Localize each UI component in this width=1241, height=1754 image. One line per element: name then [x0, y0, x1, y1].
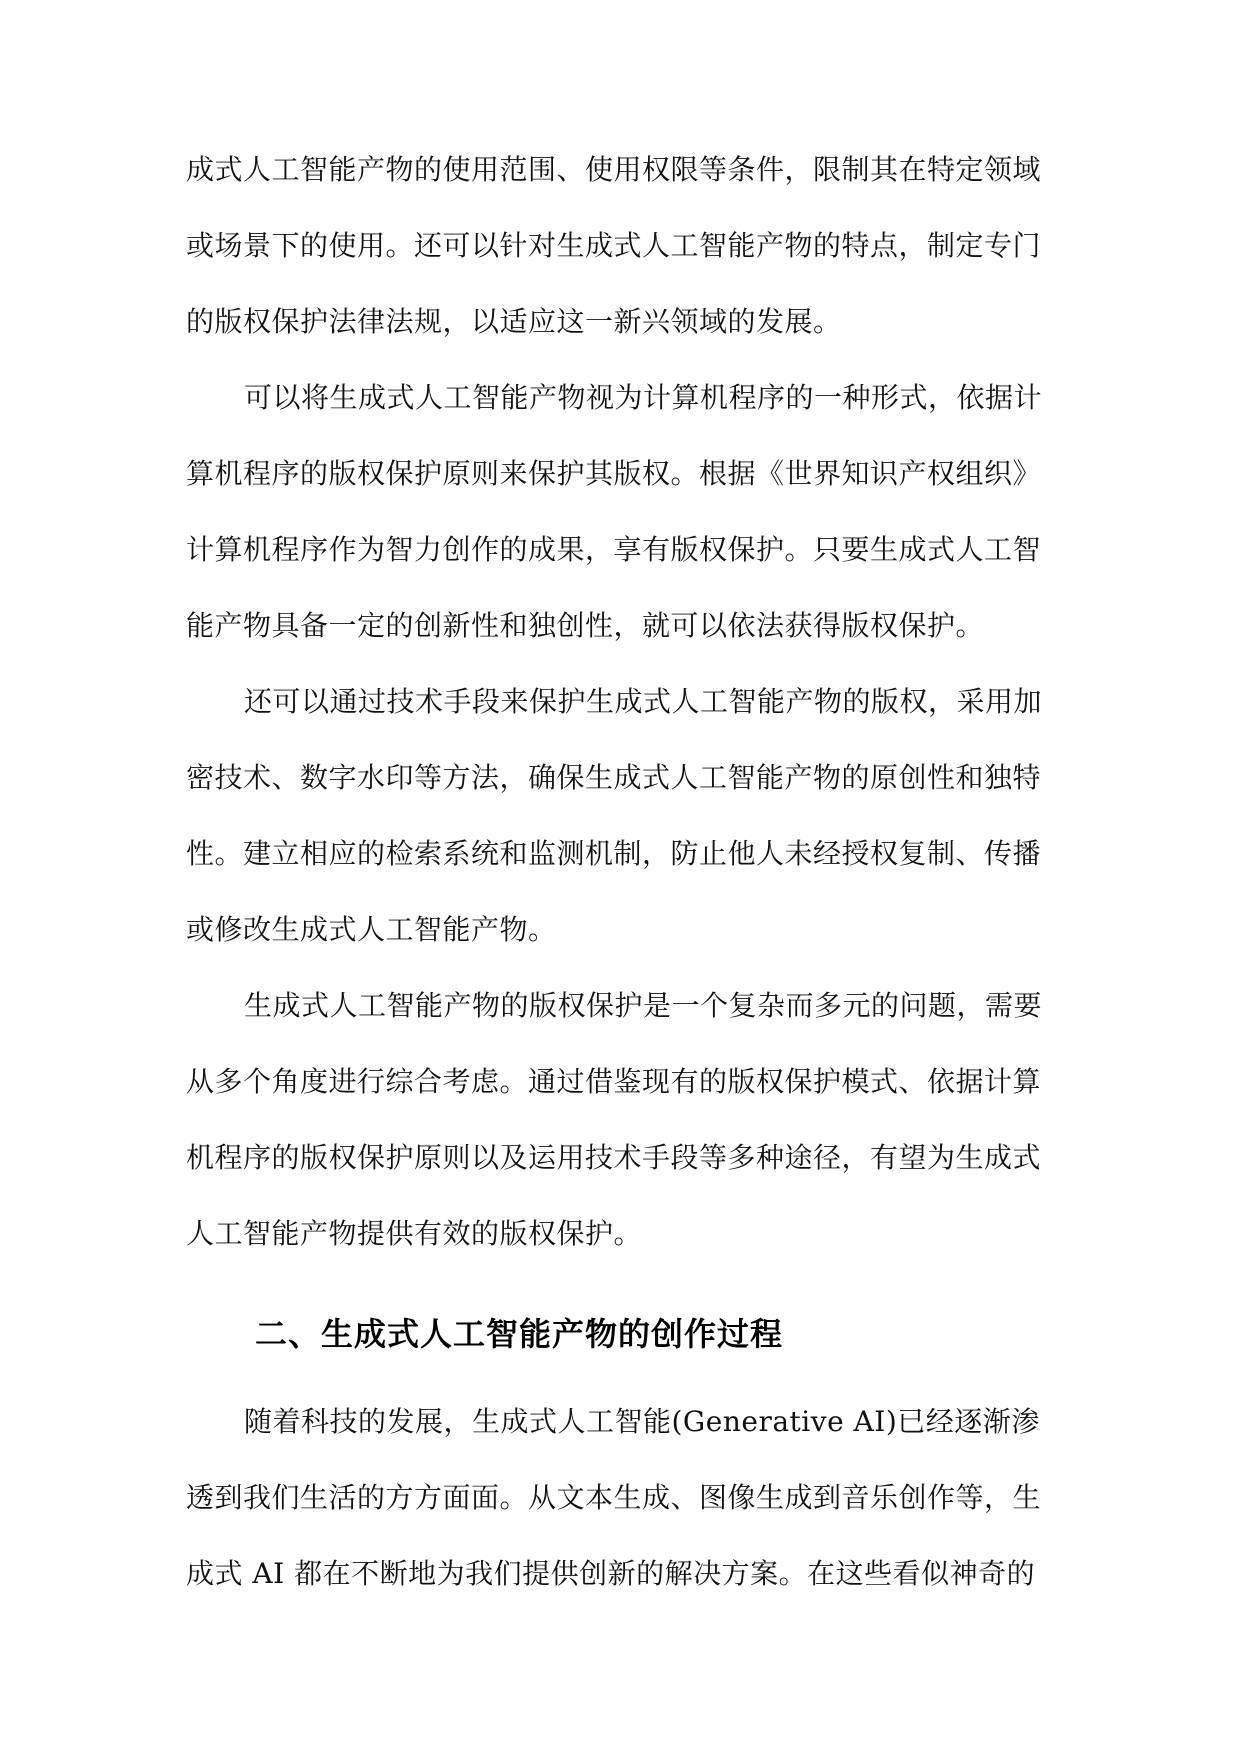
text-line: 的版权保护法律法规，以适应这一新兴领域的发展。 [186, 305, 842, 338]
text-line: 或场景下的使用。还可以针对生成式人工智能产物的特点，制定专门 [186, 229, 1042, 262]
text-line: 透到我们生活的方方面面。从文本生成、图像生成到音乐创作等，生 [186, 1481, 1042, 1514]
paragraph-first-line: 还可以通过技术手段来保护生成式人工智能产物的版权，采用加 [244, 685, 1043, 718]
paragraph-first-line: 生成式人工智能产物的版权保护是一个复杂而多元的问题，需要 [244, 989, 1043, 1022]
paragraph-first-line: 随着科技的发展，生成式人工智能(Generative AI)已经逐渐渗 [244, 1405, 1040, 1438]
text-line: 从多个角度进行综合考虑。通过借鉴现有的版权保护模式、依据计算 [186, 1065, 1042, 1098]
text-line: 机程序的版权保护原则以及运用技术手段等多种途径，有望为生成式 [186, 1141, 1042, 1174]
text-line: 或修改生成式人工智能产物。 [186, 913, 557, 946]
paragraph-first-line: 可以将生成式人工智能产物视为计算机程序的一种形式，依据计 [244, 381, 1043, 414]
text-line: 人工智能产物提供有效的版权保护。 [186, 1217, 643, 1250]
text-line: 密技术、数字水印等方法，确保生成式人工智能产物的原创性和独特 [186, 761, 1042, 794]
text-line: 成式 AI 都在不断地为我们提供创新的解决方案。在这些看似神奇的 [186, 1557, 1036, 1590]
text-line: 成式人工智能产物的使用范围、使用权限等条件，限制其在特定领域 [186, 153, 1042, 186]
text-line: 计算机程序作为智力创作的成果，享有版权保护。只要生成式人工智 [186, 533, 1042, 566]
section-heading: 二、生成式人工智能产物的创作过程 [255, 1315, 784, 1353]
text-line: 能产物具备一定的创新性和独创性，就可以依法获得版权保护。 [186, 609, 985, 642]
text-line: 性。建立相应的检索系统和监测机制，防止他人未经授权复制、传播 [186, 837, 1042, 870]
text-line: 算机程序的版权保护原则来保护其版权。根据《世界知识产权组织》 [186, 457, 1042, 490]
